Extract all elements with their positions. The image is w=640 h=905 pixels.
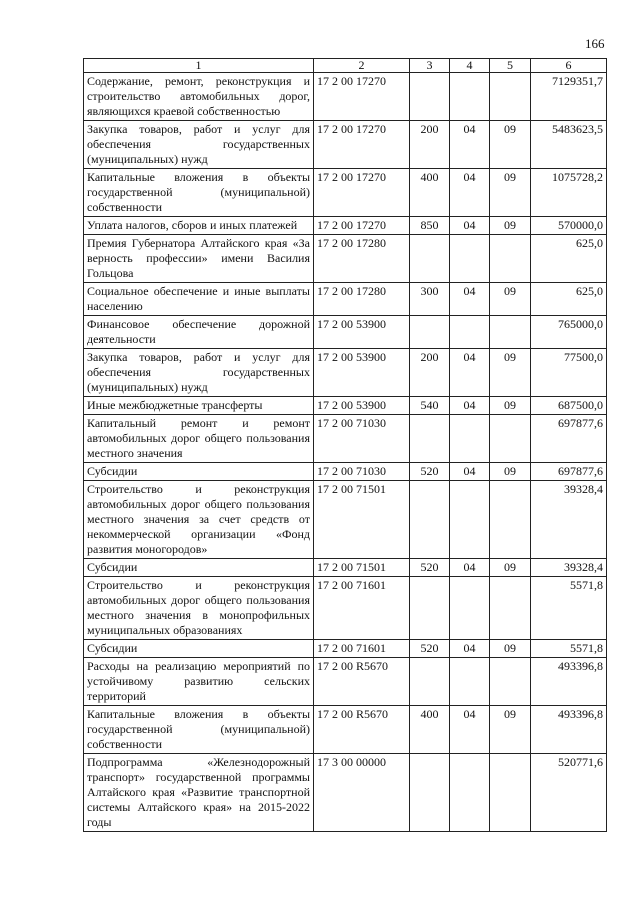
row-code: 17 2 00 71501	[314, 559, 410, 577]
row-col4: 04	[450, 559, 490, 577]
row-col4: 04	[450, 169, 490, 217]
row-col5: 09	[490, 169, 531, 217]
table-row	[84, 415, 607, 463]
row-col4	[450, 316, 490, 349]
row-name: Субсидии	[84, 640, 314, 658]
table-row	[84, 316, 607, 349]
row-code: 17 2 00 53900	[314, 397, 410, 415]
table-row	[84, 481, 607, 559]
row-code: 17 2 00 17270	[314, 121, 410, 169]
row-code: 17 2 00 53900	[314, 316, 410, 349]
row-col4	[450, 415, 490, 463]
table-row	[84, 217, 607, 235]
row-col5: 09	[490, 397, 531, 415]
row-code: 17 2 00 17280	[314, 283, 410, 316]
row-amount: 5571,8	[531, 577, 607, 640]
row-code: 17 3 00 00000	[314, 754, 410, 832]
row-amount: 697877,6	[531, 415, 607, 463]
row-amount: 493396,8	[531, 706, 607, 754]
row-code: 17 2 00 71601	[314, 640, 410, 658]
row-col4	[450, 658, 490, 706]
table-row	[84, 577, 607, 640]
row-col4	[450, 235, 490, 283]
row-amount: 625,0	[531, 235, 607, 283]
table-row	[84, 283, 607, 316]
row-name: Содержание, ремонт, реконструкция и строительство автомобильных дорог, являющихся краевой собственностью	[84, 73, 314, 121]
header-row	[84, 59, 607, 73]
row-col3: 300	[410, 283, 450, 316]
row-amount: 520771,6	[531, 754, 607, 832]
table-row	[84, 73, 607, 121]
row-amount: 570000,0	[531, 217, 607, 235]
row-code: 17 2 00 17270	[314, 169, 410, 217]
row-col3: 540	[410, 397, 450, 415]
row-col5	[490, 658, 531, 706]
row-col3: 850	[410, 217, 450, 235]
budget-table	[83, 58, 607, 832]
row-col5: 09	[490, 559, 531, 577]
table-row	[84, 235, 607, 283]
row-amount: 39328,4	[531, 481, 607, 559]
row-name: Субсидии	[84, 463, 314, 481]
row-col4: 04	[450, 706, 490, 754]
row-col5: 09	[490, 217, 531, 235]
row-col3: 400	[410, 706, 450, 754]
row-col4: 04	[450, 463, 490, 481]
row-name: Премия Губернатора Алтайского края «За верность профессии» имени Василия Гольцова	[84, 235, 314, 283]
row-code: 17 2 00 53900	[314, 349, 410, 397]
row-col5	[490, 415, 531, 463]
row-col5: 09	[490, 283, 531, 316]
row-col3	[410, 658, 450, 706]
row-col4: 04	[450, 283, 490, 316]
row-amount: 1075728,2	[531, 169, 607, 217]
table-row	[84, 658, 607, 706]
row-code: 17 2 00 71030	[314, 415, 410, 463]
row-code: 17 2 00 71601	[314, 577, 410, 640]
row-name: Строительство и реконструкция автомобильных дорог общего пользования местного значения в монопрофильных муниципальных образованиях	[84, 577, 314, 640]
row-amount: 7129351,7	[531, 73, 607, 121]
row-col4	[450, 577, 490, 640]
row-name: Капитальные вложения в объекты государственной (муниципальной) собственности	[84, 706, 314, 754]
row-code: 17 2 00 17270	[314, 217, 410, 235]
table-row	[84, 559, 607, 577]
row-col3	[410, 577, 450, 640]
row-name: Социальное обеспечение и иные выплаты населению	[84, 283, 314, 316]
row-col4: 04	[450, 217, 490, 235]
row-col5: 09	[490, 349, 531, 397]
row-amount: 39328,4	[531, 559, 607, 577]
col-header-4: 4	[450, 59, 490, 73]
row-col5	[490, 577, 531, 640]
row-code: 17 2 00 17280	[314, 235, 410, 283]
row-code: 17 2 00 71501	[314, 481, 410, 559]
row-col3	[410, 415, 450, 463]
row-amount: 625,0	[531, 283, 607, 316]
row-col3: 200	[410, 349, 450, 397]
col-header-2: 2	[314, 59, 410, 73]
row-col3	[410, 235, 450, 283]
row-name: Подпрограмма «Железнодорожный транспорт» государственной программы Алтайского края «Развитие транспортной системы Алтайского края» на 2015-2022 годы	[84, 754, 314, 832]
row-amount: 77500,0	[531, 349, 607, 397]
row-name: Закупка товаров, работ и услуг для обеспечения государственных (муниципальных) нужд	[84, 349, 314, 397]
row-name: Субсидии	[84, 559, 314, 577]
table-row	[84, 463, 607, 481]
row-col5	[490, 481, 531, 559]
row-col5	[490, 316, 531, 349]
row-col3: 520	[410, 463, 450, 481]
table-row	[84, 640, 607, 658]
row-name: Закупка товаров, работ и услуг для обеспечения государственных (муниципальных) нужд	[84, 121, 314, 169]
row-amount: 493396,8	[531, 658, 607, 706]
row-col4	[450, 73, 490, 121]
row-code: 17 2 00 R5670	[314, 658, 410, 706]
row-amount: 687500,0	[531, 397, 607, 415]
row-col3	[410, 316, 450, 349]
row-col5	[490, 73, 531, 121]
col-header-5: 5	[490, 59, 531, 73]
row-col3	[410, 754, 450, 832]
row-col5: 09	[490, 640, 531, 658]
row-col3: 400	[410, 169, 450, 217]
row-name: Иные межбюджетные трансферты	[84, 397, 314, 415]
row-col3: 200	[410, 121, 450, 169]
row-col3: 520	[410, 559, 450, 577]
row-code: 17 2 00 71030	[314, 463, 410, 481]
col-header-6: 6	[531, 59, 607, 73]
col-header-1: 1	[84, 59, 314, 73]
table-row	[84, 706, 607, 754]
row-code: 17 2 00 R5670	[314, 706, 410, 754]
row-col5	[490, 754, 531, 832]
row-name: Финансовое обеспечение дорожной деятельности	[84, 316, 314, 349]
row-col5	[490, 235, 531, 283]
row-amount: 697877,6	[531, 463, 607, 481]
row-name: Расходы на реализацию мероприятий по устойчивому развитию сельских территорий	[84, 658, 314, 706]
row-col4: 04	[450, 397, 490, 415]
row-code: 17 2 00 17270	[314, 73, 410, 121]
row-amount: 765000,0	[531, 316, 607, 349]
row-name: Уплата налогов, сборов и иных платежей	[84, 217, 314, 235]
row-col3: 520	[410, 640, 450, 658]
row-col3	[410, 73, 450, 121]
row-amount: 5483623,5	[531, 121, 607, 169]
row-col4: 04	[450, 121, 490, 169]
table-row	[84, 121, 607, 169]
col-header-3: 3	[410, 59, 450, 73]
row-col4	[450, 481, 490, 559]
row-col5: 09	[490, 463, 531, 481]
row-col3	[410, 481, 450, 559]
row-name: Строительство и реконструкция автомобильных дорог общего пользования местного значения за счет средств от некоммерческой организации «Фонд развития моногородов»	[84, 481, 314, 559]
table-row	[84, 349, 607, 397]
row-col4	[450, 754, 490, 832]
row-col5: 09	[490, 706, 531, 754]
row-name: Капитальный ремонт и ремонт автомобильных дорог общего пользования местного значения	[84, 415, 314, 463]
row-amount: 5571,8	[531, 640, 607, 658]
table-row	[84, 169, 607, 217]
table-row	[84, 397, 607, 415]
page-number: 166	[585, 36, 605, 51]
row-col5: 09	[490, 121, 531, 169]
row-name: Капитальные вложения в объекты государственной (муниципальной) собственности	[84, 169, 314, 217]
table-row	[84, 754, 607, 832]
row-col4: 04	[450, 640, 490, 658]
row-col4: 04	[450, 349, 490, 397]
